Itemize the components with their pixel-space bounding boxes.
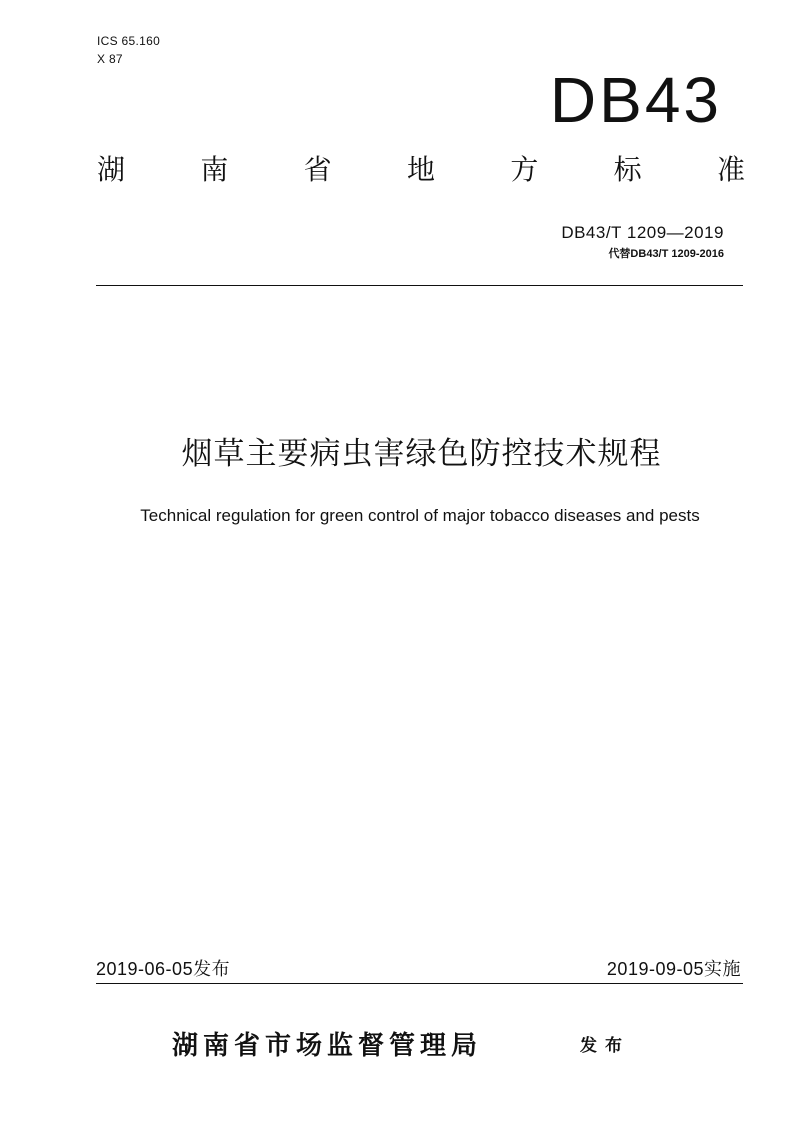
document-title-english: Technical regulation for green control of major tobacco diseases and pests bbox=[140, 506, 700, 525]
issue-date: 2019-06-05发布 bbox=[96, 959, 231, 979]
standard-type-char: 标 bbox=[613, 153, 642, 186]
replaces-note: 代替DB43/T 1209-2016 bbox=[608, 248, 724, 260]
standard-type-char: 方 bbox=[510, 153, 539, 186]
standard-type-char: 南 bbox=[200, 153, 229, 186]
standard-type bbox=[97, 150, 745, 190]
standard-type-char: 省 bbox=[303, 153, 332, 186]
db-mark: DB43 bbox=[549, 64, 722, 136]
standard-type-char: 湖 bbox=[97, 153, 126, 186]
bottom-divider bbox=[96, 983, 743, 984]
ics-code: ICS 65.160 bbox=[97, 34, 161, 48]
standard-type-char: 准 bbox=[716, 153, 745, 186]
document-title-chinese: 烟草主要病虫害绿色防控技术规程 bbox=[181, 436, 662, 472]
standard-number: DB43/T 1209—2019 bbox=[561, 223, 724, 242]
issuing-authority: 湖南省市场监督管理局 bbox=[172, 1031, 483, 1061]
top-divider bbox=[96, 285, 743, 286]
classification-code: X 87 bbox=[97, 52, 123, 66]
standard-type-char: 地 bbox=[406, 153, 435, 186]
implementation-date: 2019-09-05实施 bbox=[606, 959, 741, 979]
publish-label: 发布 bbox=[580, 1036, 630, 1056]
